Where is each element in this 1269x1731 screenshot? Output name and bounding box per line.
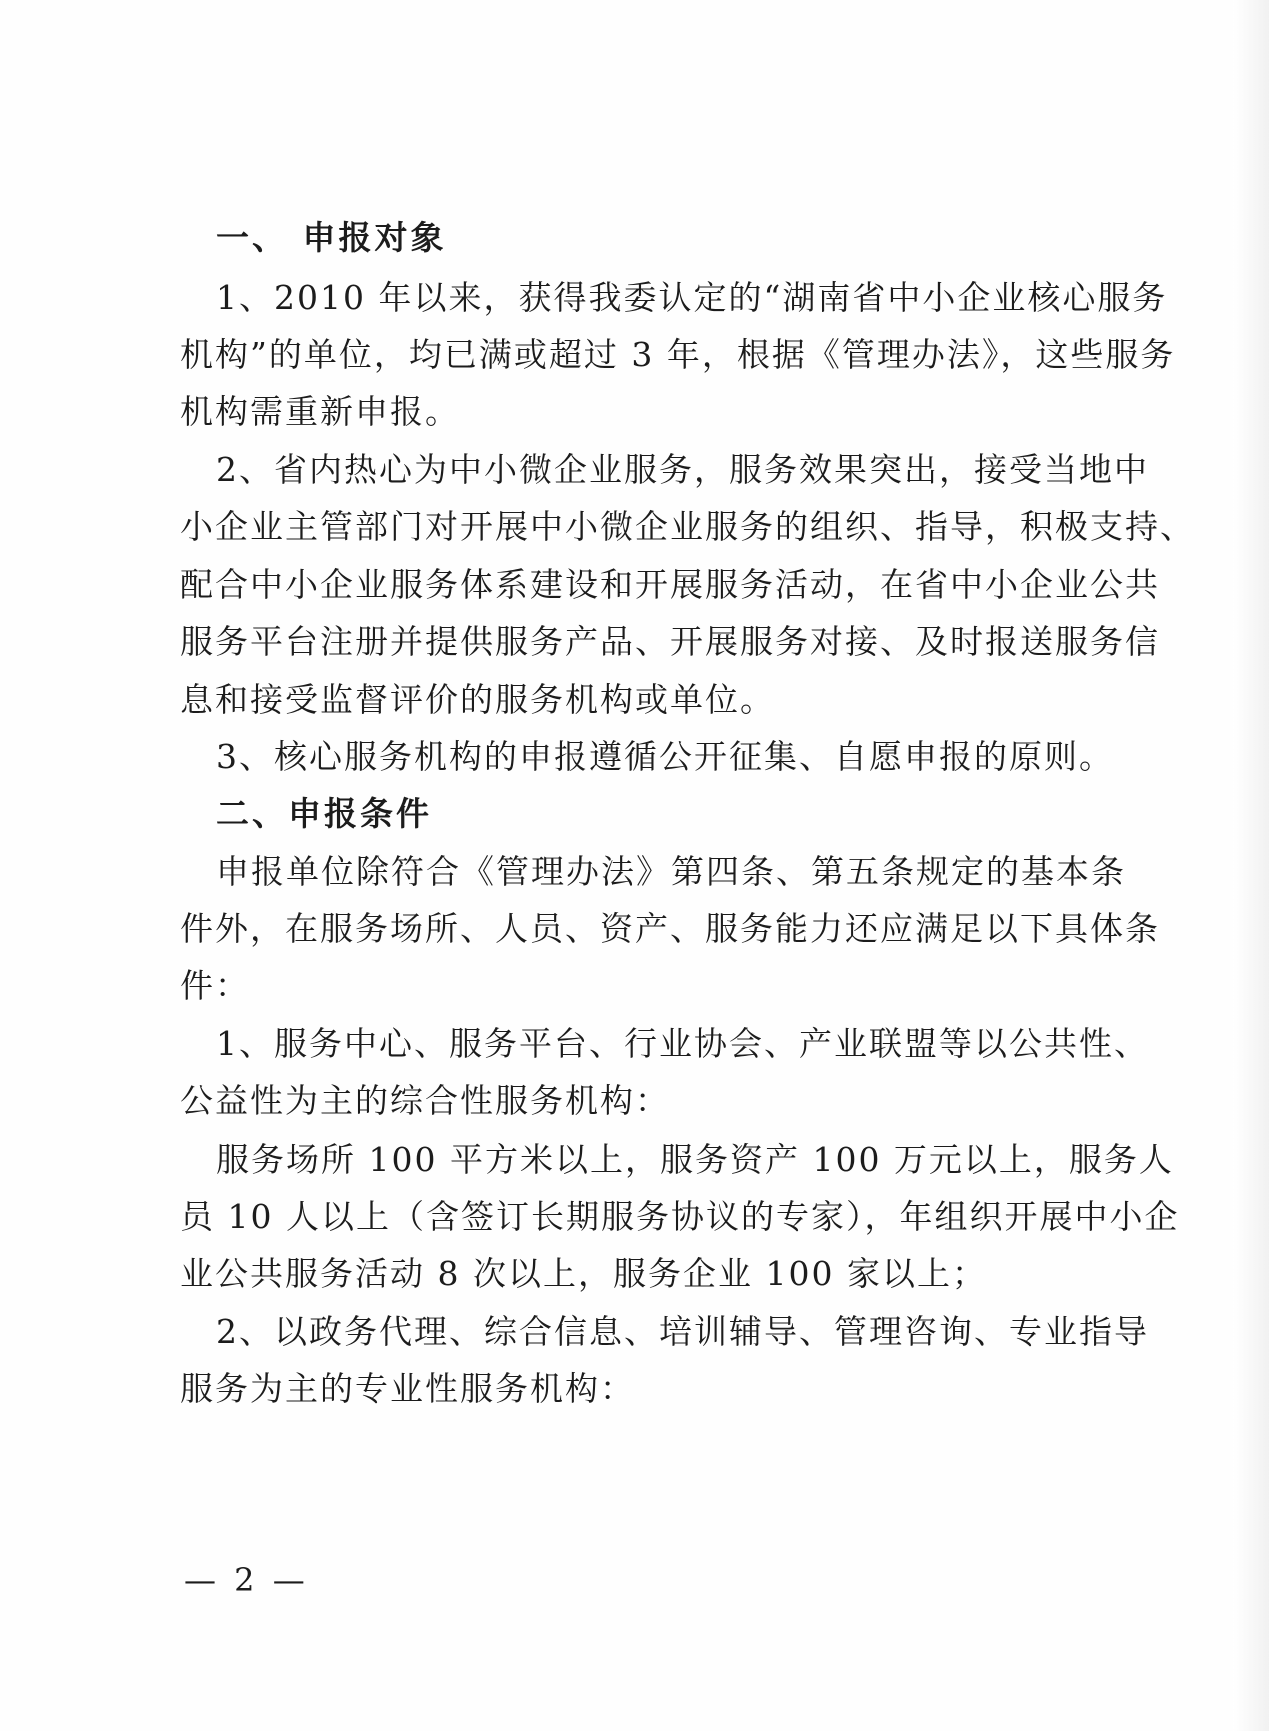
- paragraph-line: 公益性为主的综合性服务机构：: [180, 1081, 670, 1120]
- paragraph-line: 息和接受监督评价的服务机构或单位。: [180, 680, 775, 719]
- paragraph-line: 机构需重新申报。: [180, 392, 460, 431]
- section-heading-2: 二、申报条件: [216, 794, 432, 833]
- paragraph-line: 3、核心服务机构的申报遵循公开征集、自愿申报的原则。: [216, 737, 1114, 776]
- paragraph-line: 件外，在服务场所、人员、资产、服务能力还应满足以下具体条: [180, 909, 1160, 948]
- paragraph-line: 件：: [180, 966, 250, 1005]
- paragraph-line: 服务平台注册并提供服务产品、开展服务对接、及时报送服务信: [180, 622, 1160, 661]
- scan-edge-shadow: [1233, 0, 1269, 1731]
- paragraph-line: 配合中小企业服务体系建设和开展服务活动，在省中小企业公共: [180, 565, 1160, 604]
- paragraph-line: 员 10 人以上（含签订长期服务协议的专家），年组织开展中小企: [180, 1197, 1180, 1236]
- section-heading-1: 一、 申报对象: [216, 218, 447, 257]
- paragraph-line: 服务场所 100 平方米以上，服务资产 100 万元以上，服务人: [216, 1140, 1174, 1179]
- paragraph-line: 小企业主管部门对开展中小微企业服务的组织、指导，积极支持、: [180, 507, 1195, 546]
- page-number: — 2 —: [184, 1561, 309, 1599]
- paragraph-line: 1、2010 年以来，获得我委认定的“湖南省中小企业核心服务: [216, 278, 1168, 317]
- paragraph-line: 机构”的单位，均已满或超过 3 年，根据《管理办法》，这些服务: [180, 335, 1176, 374]
- paragraph-line: 2、以政务代理、综合信息、培训辅导、管理咨询、专业指导: [216, 1312, 1149, 1351]
- paragraph-line: 申报单位除符合《管理办法》第四条、第五条规定的基本条: [216, 852, 1126, 891]
- paragraph-line: 2、省内热心为中小微企业服务，服务效果突出，接受当地中: [216, 450, 1149, 489]
- paragraph-line: 业公共服务活动 8 次以上，服务企业 100 家以上；: [180, 1254, 987, 1293]
- paragraph-line: 服务为主的专业性服务机构：: [180, 1369, 635, 1408]
- paragraph-line: 1、服务中心、服务平台、行业协会、产业联盟等以公共性、: [216, 1024, 1149, 1063]
